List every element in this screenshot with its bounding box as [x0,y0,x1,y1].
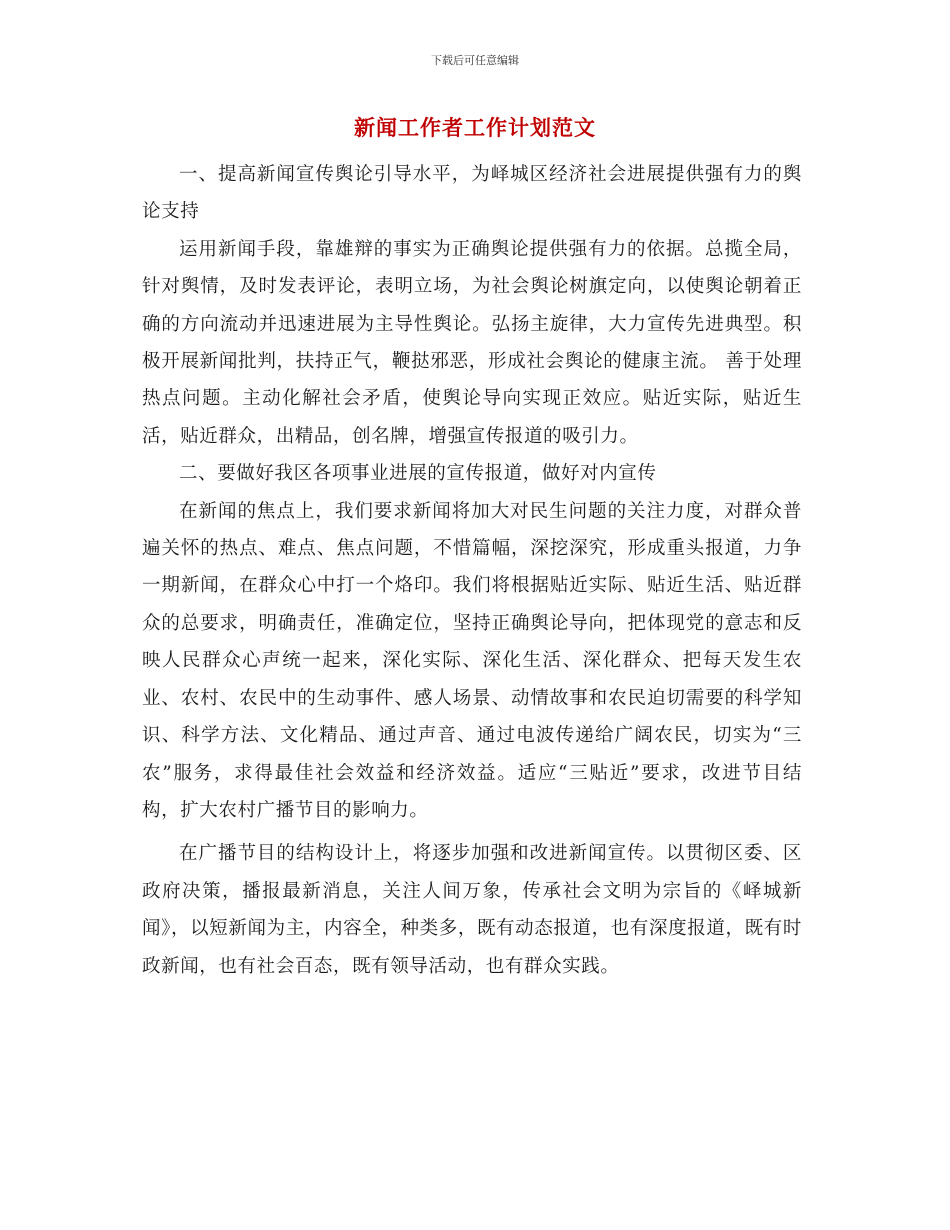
document-title: 新闻工作者工作计划范文 [354,115,596,140]
body-paragraph-2: 在新闻的焦点上，我们要求新闻将加大对民生问题的关注力度，对群众普遍关怀的热点、难点、焦点问题，不惜篇幅，深挖深究，形成重头报道，力争一期新闻，在群众心中打一个烙印。我们将根据贴近实际、贴近生活、贴近群众的总要求，明确责任，准确定位，坚持正确舆论导向，把体现党的意志和反映人民群众心声统一起来，深化实际、深化生活、深化群众、把每天发生农业、农村、农民中的生动事件、感人场景、动情故事和农民迫切需要的科学知识、科学方法、文化精品、通过声音、通过电波传递给广阔农民，切实为“三农”服务，求得最佳社会效益和经济效益。适应“三贴近”要求，改进节目结构，扩大农村广播节目的影响力。 [142,500,802,821]
header-note: 下载后可任意编辑 [431,54,519,67]
document-body [142,156,802,985]
section-heading-1: 一、提高新闻宣传舆论引导水平，为峄城区经济社会进展提供强有力的舆论支持 [142,164,802,223]
body-paragraph-3: 在广播节目的结构设计上，将逐步加强和改进新闻宣传。以贯彻区委、区政府决策，播报最新消息，关注人间万象，传承社会文明为宗旨的《峄城新闻》，以短新闻为主，内容全，种类多，既有动态报道，也有深度报道，既有时政新闻，也有社会百态，既有领导活动，也有群众实践。 [142,843,802,977]
section-heading-2: 二、要做好我区各项事业进展的宣传报道，做好对内宣传 [179,463,657,485]
body-paragraph-1: 运用新闻手段，靠雄辩的事实为正确舆论提供强有力的依据。总揽全局，针对舆情，及时发表评论，表明立场，为社会舆论树旗定向，以使舆论朝着正确的方向流动并迅速进展为主导性舆论。弘扬主旋律，大力宣传先进典型。积极开展新闻批判，扶持正气，鞭挞邪恶，形成社会舆论的健康主流。 善于处理热点问题。主动化解社会矛盾，使舆论导向实现正效应。贴近实际，贴近生活，贴近群众，出精品，创名牌，增强宣传报道的吸引力。 [142,238,802,447]
